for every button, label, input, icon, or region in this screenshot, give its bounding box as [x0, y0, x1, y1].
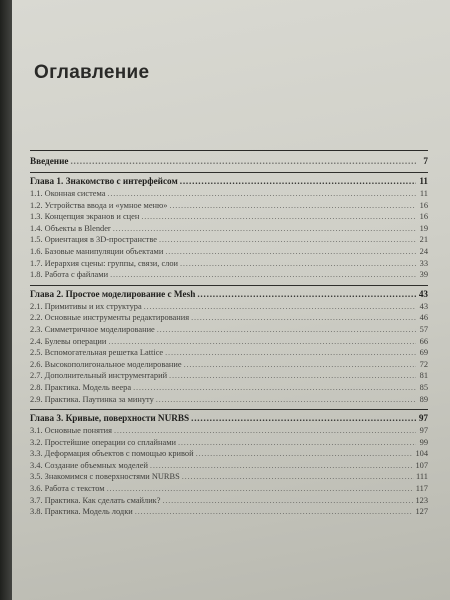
toc-entry-label: 1.6. Базовые манипуляции объектами — [30, 246, 164, 256]
toc-entry — [30, 337, 428, 349]
toc-entry — [30, 302, 428, 314]
toc-entry-label: 3.8. Практика. Модель лодки — [30, 507, 133, 517]
leader-dots — [135, 507, 414, 516]
toc-entry-page: 104 — [415, 449, 428, 459]
toc-entry-label: 3.6. Работа с текстом — [30, 484, 105, 494]
chapter-label: Глава 3. Кривые, поверхности NURBS — [30, 413, 190, 424]
chapter-label: Глава 2. Простое моделирование с Mesh — [30, 288, 196, 299]
chapter-heading — [30, 176, 428, 189]
toc-entry-label: 1.2. Устройства ввода и «умное меню» — [30, 200, 168, 210]
toc-entry-page: 46 — [419, 313, 428, 323]
toc-entry-page: 89 — [419, 394, 428, 404]
toc-entry — [30, 383, 428, 395]
toc-entry-label: 2.3. Симметричное моделирование — [30, 324, 155, 334]
toc-entry-page: 33 — [419, 258, 428, 268]
toc-entry-label: 1.3. Концепция экранов и сцен — [30, 212, 140, 222]
leader-dots — [150, 461, 414, 470]
toc-entry-label: 1.8. Работа с файлами — [30, 270, 109, 280]
toc-entry-intro — [30, 156, 428, 169]
leader-dots — [180, 176, 416, 186]
toc-entry-page: 85 — [419, 382, 428, 392]
leader-dots — [169, 201, 416, 210]
toc-entry — [30, 247, 428, 259]
toc-entry-label: 3.3. Деформация объектов с помощью кривой — [30, 449, 194, 459]
leader-dots — [191, 413, 416, 423]
leader-dots — [182, 472, 414, 481]
toc-entry-label: 3.2. Простейшие операции со сплайнами — [30, 437, 176, 447]
toc-entry-page: 127 — [415, 507, 428, 517]
toc-entry-page: 21 — [419, 235, 428, 245]
chapter-page: 43 — [418, 288, 428, 299]
toc-entry-label: 2.4. Булевы операции — [30, 336, 107, 346]
toc-entry — [30, 348, 428, 360]
toc-entry-label: 2.9. Практика. Паутинка за минуту — [30, 394, 154, 404]
leader-dots — [162, 496, 413, 505]
toc-entry-label: 2.8. Практика. Модель веера — [30, 382, 132, 392]
leader-dots — [157, 325, 416, 334]
leader-dots — [196, 449, 414, 458]
toc-entry-label: 3.7. Практика. Как сделать смайлик? — [30, 495, 161, 505]
leader-dots — [197, 289, 416, 299]
page-title: Оглавление — [34, 62, 150, 83]
toc-entry-page: 19 — [419, 223, 428, 233]
book-page — [12, 0, 450, 600]
toc-entry-page: 66 — [419, 336, 428, 346]
chapter-page: 11 — [419, 176, 428, 186]
toc-entry-page: 123 — [415, 495, 428, 505]
toc-entry-page: 57 — [419, 324, 428, 334]
toc-entry-page: 69 — [419, 348, 428, 358]
leader-dots — [107, 189, 416, 198]
leader-dots — [159, 235, 416, 244]
leader-dots — [110, 270, 416, 279]
leader-dots — [169, 371, 416, 380]
chapter-heading — [30, 413, 428, 426]
toc-entry-label: Введение — [30, 156, 69, 166]
toc-entry — [30, 395, 428, 407]
leader-dots — [156, 395, 416, 404]
toc-entry-label: 3.1. Основные понятия — [30, 426, 112, 436]
leader-dots — [180, 259, 416, 268]
toc-entry-page: 16 — [419, 212, 428, 222]
toc-entry — [30, 270, 428, 282]
toc-entry — [30, 426, 428, 438]
toc-entry-label: 3.4. Создание объемных моделей — [30, 460, 148, 470]
toc-entry — [30, 224, 428, 236]
leader-dots — [133, 383, 416, 392]
toc-entry-page: 24 — [419, 246, 428, 256]
chapter-heading — [30, 289, 428, 302]
toc-entry-label: 2.5. Вспомогательная решетка Lattice — [30, 348, 164, 358]
toc-entry-page: 81 — [419, 371, 428, 381]
chapter-label: Глава 1. Знакомство с интерфейсом — [30, 176, 178, 186]
toc-entry-page: 11 — [419, 189, 428, 198]
toc-entry-label: 2.2. Основные инструменты редактирования — [30, 313, 190, 323]
toc-entry — [30, 438, 428, 450]
toc-entry-label: 2.1. Примитивы и их структура — [30, 301, 142, 311]
toc-entry-page: 117 — [415, 484, 428, 494]
leader-dots — [108, 337, 416, 346]
toc-entry — [30, 449, 428, 461]
leader-dots — [191, 313, 416, 322]
toc-entry-label: 1.5. Ориентация в 3D-пространстве — [30, 235, 157, 245]
toc-entry-label: 1.7. Иерархия сцены: группы, связи, слои — [30, 258, 179, 268]
chapter-page: 97 — [418, 413, 428, 424]
leader-dots — [70, 156, 416, 166]
toc-entry-page: 16 — [419, 200, 428, 210]
leader-dots — [144, 302, 416, 311]
toc-entry-page: 107 — [415, 460, 428, 470]
toc-entry — [30, 507, 428, 519]
leader-dots — [114, 426, 416, 435]
leader-dots — [107, 484, 414, 493]
toc-entry — [30, 189, 428, 201]
toc-entry — [30, 212, 428, 224]
toc-entry-label: 1.1. Оконная система — [30, 189, 106, 198]
toc-entry-page: 43 — [419, 301, 428, 311]
toc-entry — [30, 461, 428, 473]
leader-dots — [165, 348, 416, 357]
toc-entry-page: 72 — [419, 359, 428, 369]
leader-dots — [165, 247, 416, 256]
leader-dots — [184, 360, 416, 369]
toc-entry-page: 7 — [423, 156, 428, 166]
toc-entry — [30, 360, 428, 372]
toc-entry-page: 97 — [419, 426, 428, 436]
leader-dots — [141, 212, 416, 221]
toc-entry — [30, 472, 428, 484]
toc-entry — [30, 259, 428, 271]
toc-entry-page: 111 — [416, 472, 428, 482]
toc-entry-label: 2.7. Дополнительный инструментарий — [30, 371, 168, 381]
toc-entry — [30, 201, 428, 213]
toc-entry — [30, 371, 428, 383]
toc-entry-label: 3.5. Знакомимся с поверхностями NURBS — [30, 472, 180, 482]
toc-entry-label: 2.6. Высокополигональное моделирование — [30, 359, 182, 369]
toc-entry-page: 99 — [419, 437, 428, 447]
table-of-contents — [30, 150, 428, 519]
toc-entry — [30, 496, 428, 508]
leader-dots — [178, 438, 416, 447]
toc-entry — [30, 484, 428, 496]
toc-entry — [30, 235, 428, 247]
toc-entry-label: 1.4. Объекты в Blender — [30, 223, 111, 233]
leader-dots — [113, 224, 416, 233]
toc-entry — [30, 313, 428, 325]
toc-entry-page: 39 — [419, 270, 428, 280]
toc-entry — [30, 325, 428, 337]
